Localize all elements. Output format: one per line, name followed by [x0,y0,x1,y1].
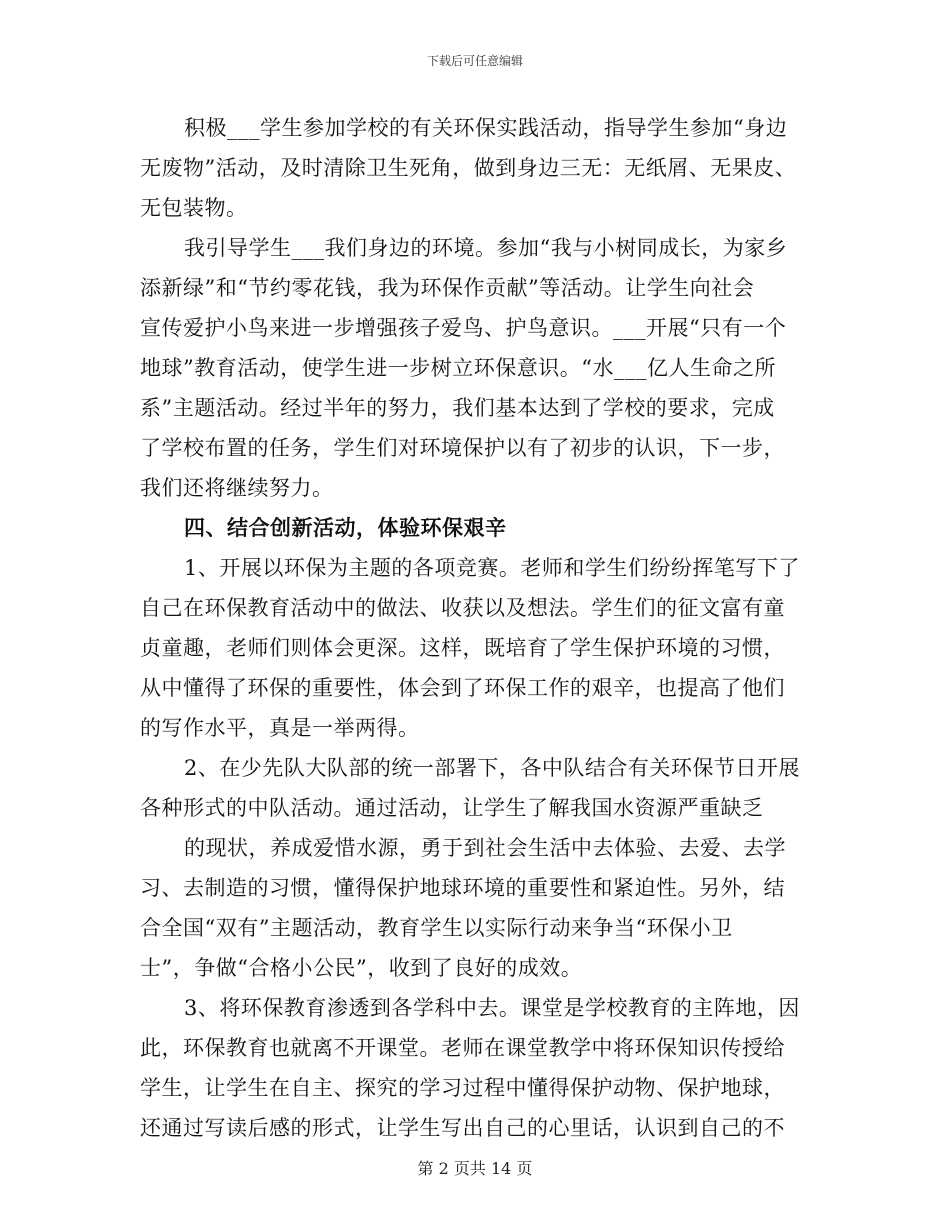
text-line: 积极___学生参加学校的有关环保实践活动，指导学生参加“身边 [184,116,788,140]
text-line: 贞童趣，老师们则体会更深。这样，既培育了学生保护环境的习惯， [140,636,785,660]
text-line: 我们还将继续努力。 [140,476,334,500]
text-line: 此，环保教育也就离不开课堂。老师在课堂教学中将环保知识传授给 [140,1036,785,1060]
text-line: 2、在少先队大队部的统一部署下，各中队结合有关环保节日开展 [184,756,800,780]
text-line: 3、将环保教育渗透到各学科中去。课堂是学校教育的主阵地，因 [184,996,800,1020]
text-line: 的现状，养成爱惜水源，勇于到社会生活中去体验、去爱、去学 [184,836,786,860]
text-line: 自己在环保教育活动中的做法、收获以及想法。学生们的征文富有童 [140,596,785,620]
document-body [140,108,812,1148]
text-line: 士”，争做“合格小公民”，收到了良好的成效。 [140,956,583,980]
text-line: 无废物”活动，及时清除卫生死角，做到身边三无：无纸屑、无果皮、 [140,156,797,180]
text-line: 合全国“双有”主题活动，教育学生以实际行动来争当“环保小卫 [140,916,733,940]
text-line: 习、去制造的习惯，懂得保护地球环境的重要性和紧迫性。另外，结 [140,876,785,900]
text-line: 各种形式的中队活动。通过活动，让学生了解我国水资源严重缺乏 [140,796,764,820]
text-line: 学生，让学生在自主、探究的学习过程中懂得保护动物、保护地球， [140,1076,785,1100]
text-line: 地球”教育活动，使学生进一步树立环保意识。“水___亿人生命之所 [140,356,776,380]
page-number: 第 2 页共 14 页 [417,1159,533,1178]
page-header-note: 下载后可任意编辑 [426,54,523,68]
text-line: 还通过写读后感的形式，让学生写出自己的心里话，认识到自己的不 [140,1116,785,1140]
text-line: 系”主题活动。经过半年的努力，我们基本达到了学校的要求，完成 [140,396,775,420]
text-line: 添新绿”和“节约零花钱，我为环保作贡献”等活动。让学生向社会 [140,276,755,300]
text-line: 的写作水平，真是一举两得。 [140,716,420,740]
text-line: 宣传爱护小鸟来进一步增强孩子爱鸟、护鸟意识。___开展“只有一个 [140,316,787,340]
text-line: 1、开展以环保为主题的各项竞赛。老师和学生们纷纷挥笔写下了 [184,556,800,580]
text-line: 我引导学生___我们身边的环境。参加“我与小树同成长，为家乡 [184,236,788,260]
text-line: 从中懂得了环保的重要性，体会到了环保工作的艰辛，也提高了他们 [140,676,785,700]
text-line: 了学校布置的任务，学生们对环境保护以有了初步的认识，下一步， [140,436,785,460]
section-heading: 四、结合创新活动，体验环保艰辛 [184,515,507,540]
text-line: 无包装物。 [140,196,248,220]
